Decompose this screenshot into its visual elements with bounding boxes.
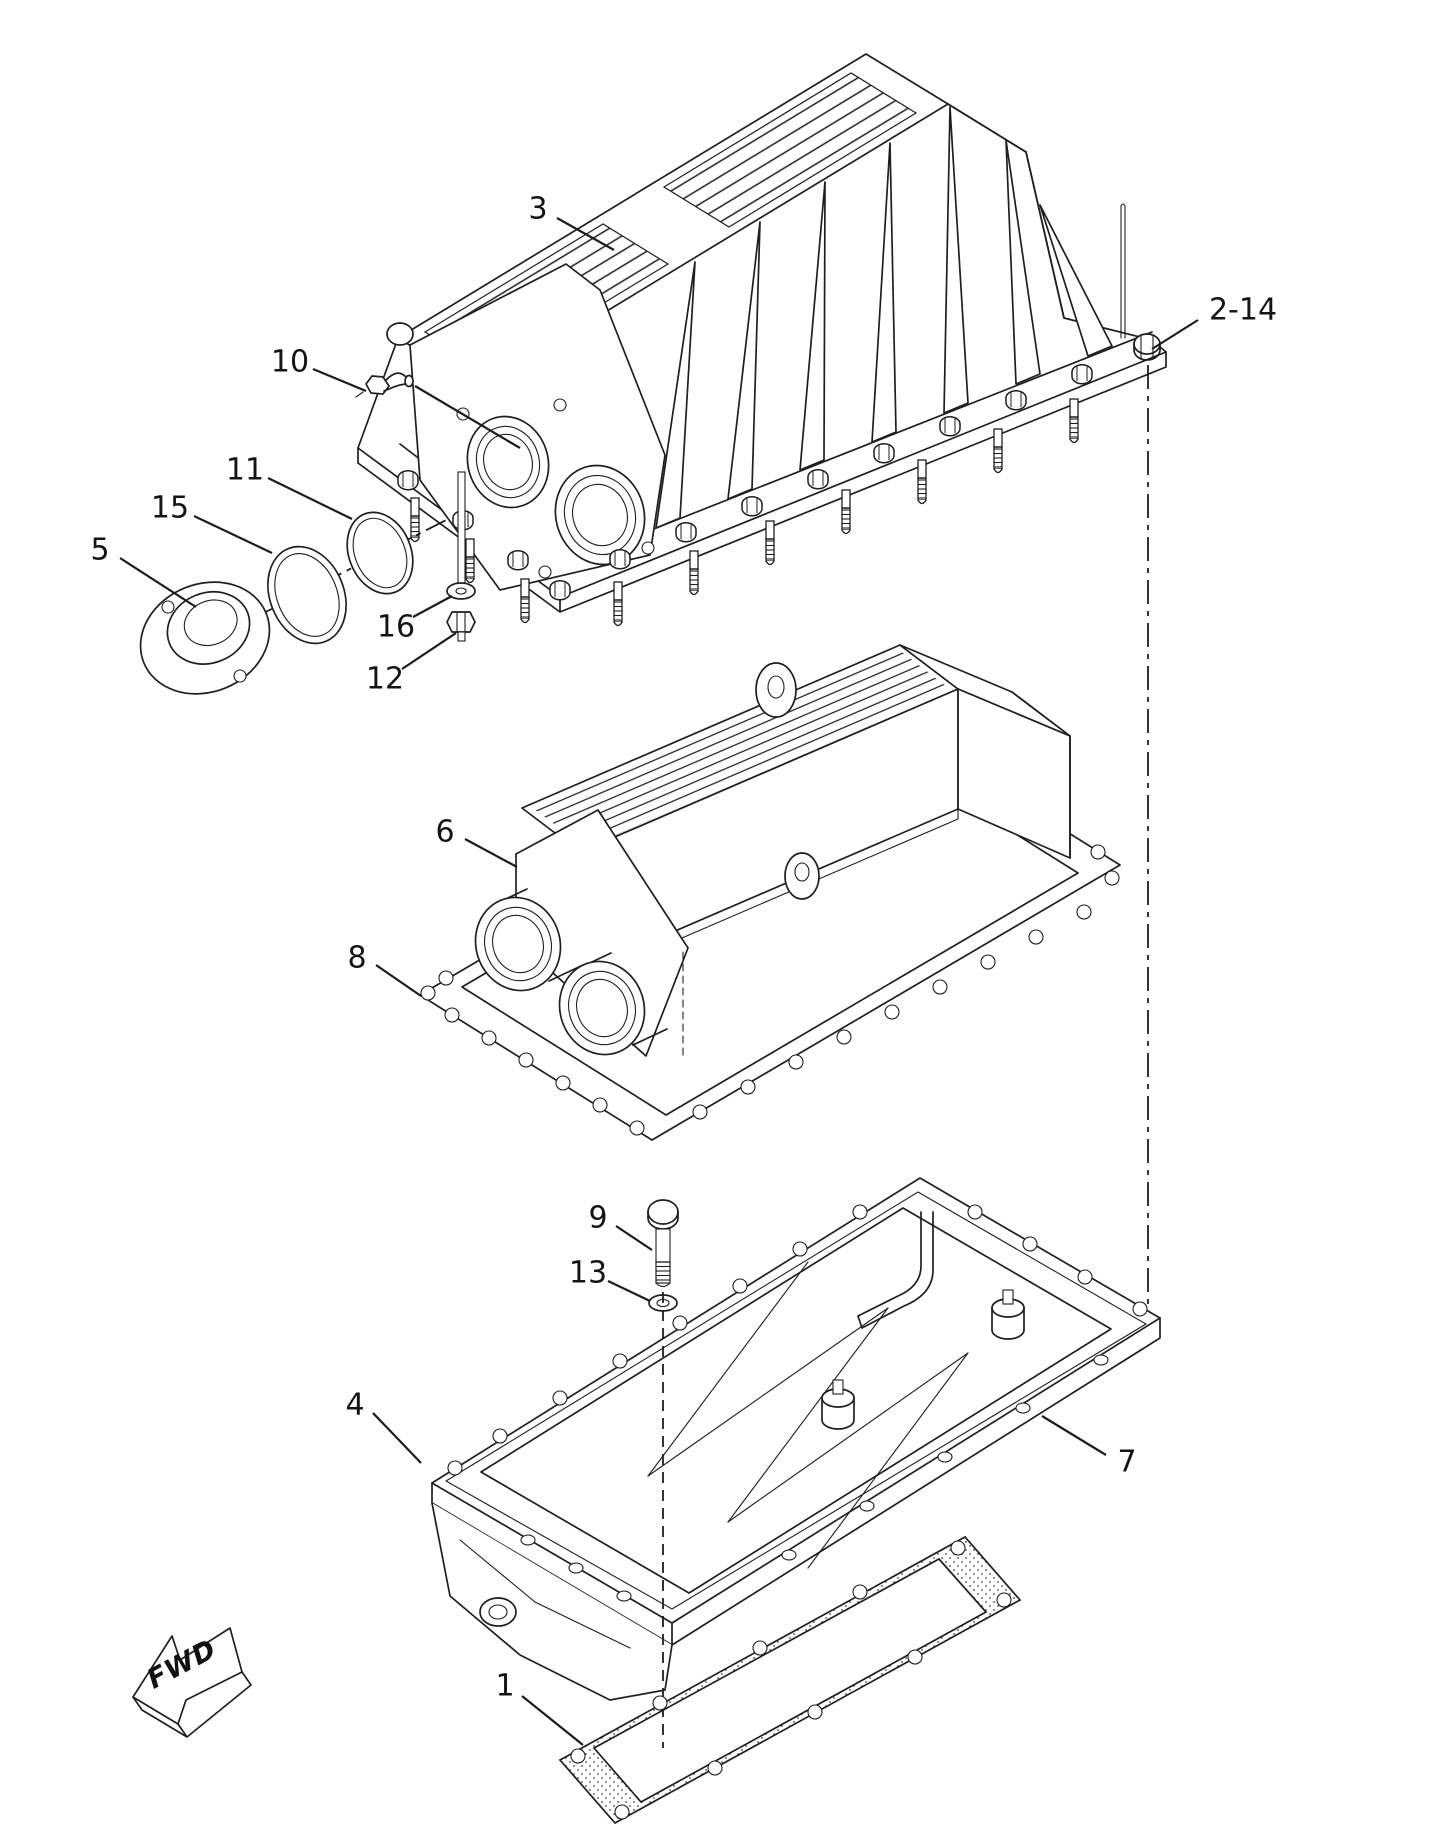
callout-label-11: 11 — [225, 452, 265, 488]
callout-label-15: 15 — [150, 490, 190, 526]
callout-label-13: 13 — [568, 1255, 608, 1291]
core-bracket-tab — [785, 853, 819, 899]
part-4-housing — [432, 1178, 1160, 1700]
part-6-aftercooler-core — [464, 645, 1070, 1066]
callout-5 — [90, 533, 196, 608]
callout-8 — [347, 941, 421, 997]
callout-16 — [377, 596, 452, 645]
callout-label-10: 10 — [270, 344, 310, 380]
part-5-flange — [124, 563, 287, 713]
callout-leader-6 — [465, 839, 517, 867]
callout-leader-2-14 — [1152, 320, 1198, 349]
callout-leader-7 — [1042, 1416, 1106, 1455]
callout-7 — [1042, 1416, 1137, 1480]
callout-leader-4 — [373, 1413, 421, 1463]
callout-2-14 — [1152, 293, 1277, 350]
callout-label-1: 1 — [495, 1668, 515, 1704]
callout-leader-11 — [268, 478, 352, 519]
callout-label-2-14: 2-14 — [1208, 292, 1278, 328]
fwd-label: FWD — [142, 1633, 222, 1696]
callout-label-6: 6 — [435, 814, 455, 850]
callout-label-12: 12 — [365, 661, 405, 697]
callout-label-16: 16 — [376, 609, 416, 645]
callout-leader-1 — [522, 1696, 583, 1745]
callout-leader-16 — [413, 596, 452, 617]
callout-label-9: 9 — [588, 1200, 608, 1236]
callout-6 — [435, 815, 517, 868]
callout-leader-9 — [616, 1226, 652, 1250]
callout-leader-5 — [120, 558, 196, 607]
callout-10 — [271, 345, 366, 392]
callout-label-8: 8 — [347, 940, 367, 976]
fwd-direction-arrow — [133, 1628, 251, 1737]
callout-leader-8 — [376, 965, 421, 996]
callout-13 — [569, 1256, 650, 1302]
callout-label-3: 3 — [528, 191, 548, 227]
callout-11 — [226, 453, 352, 520]
callout-label-4: 4 — [345, 1387, 365, 1423]
callout-leader-15 — [194, 516, 272, 553]
callout-label-5: 5 — [90, 532, 110, 568]
callout-leader-13 — [608, 1281, 650, 1301]
callout-4 — [345, 1388, 421, 1464]
callout-leader-10 — [313, 369, 366, 391]
pan-drain-boss — [480, 1598, 516, 1626]
part-3-aftercooler-cover — [358, 54, 1166, 626]
callout-15 — [151, 491, 272, 554]
part-9-bolt — [648, 1200, 678, 1287]
callout-9 — [588, 1201, 652, 1251]
callout-label-7: 7 — [1117, 1444, 1137, 1480]
core-lifting-eye — [756, 663, 796, 717]
